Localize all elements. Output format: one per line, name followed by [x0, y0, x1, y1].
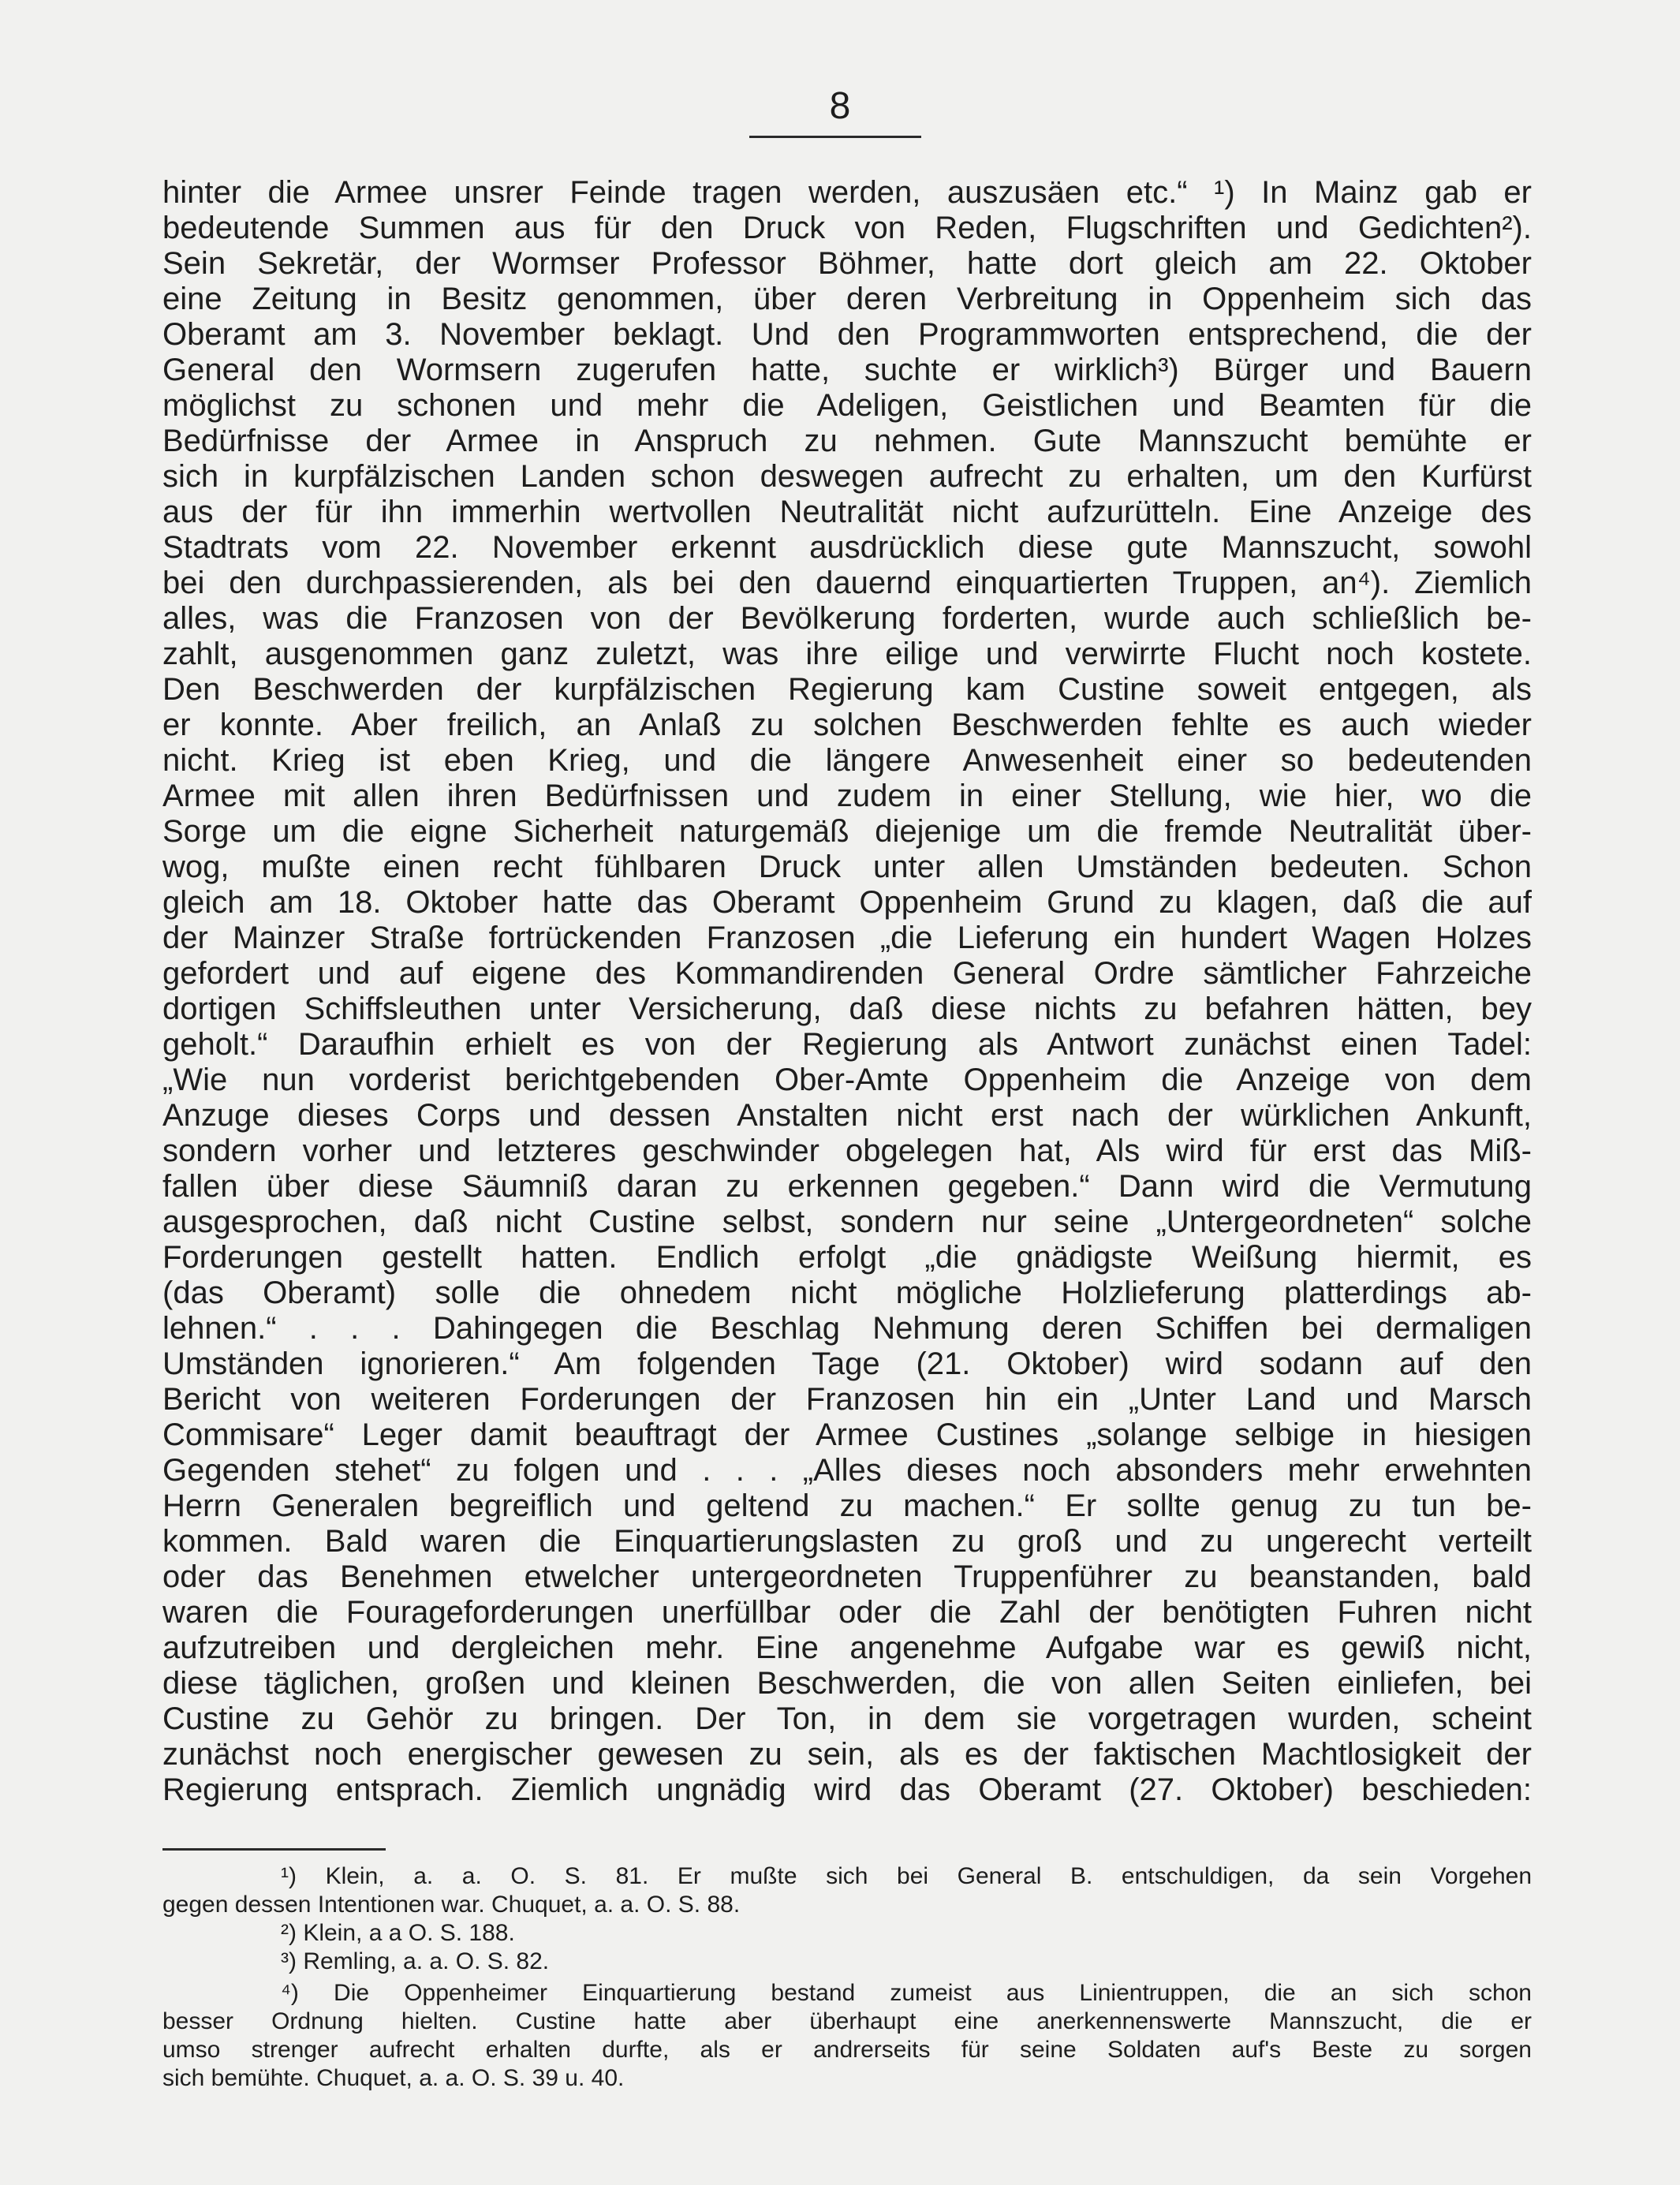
body-line: dortigen Schiffsleuthen unter Versicherung, daß diese nichts zu befahren hätten, bey — [162, 992, 1532, 1026]
body-line: Stadtrats vom 22. November erkennt ausdrücklich diese gute Mannszucht, sowohl — [162, 530, 1532, 565]
body-line: der Mainzer Straße fortrückenden Franzosen „die Lieferung ein hundert Wagen Holzes — [162, 921, 1532, 955]
body-line: Umständen ignorieren.“ Am folgenden Tage (21. Oktober) wird sodann auf den — [162, 1346, 1532, 1381]
body-line: gefordert und auf eigene des Kommandirenden General Ordre sämtlicher Fahrzeiche — [162, 956, 1532, 991]
body-line: Forderungen gestellt hatten. Endlich erfolgt „die gnädigste Weißung hiermit, es — [162, 1240, 1532, 1275]
body-line: er konnte. Aber freilich, an Anlaß zu solchen Beschwerden fehlte es auch wieder — [162, 708, 1532, 742]
body-line: sich in kurpfälzischen Landen schon deswegen aufrecht zu erhalten, um den Kurfürst — [162, 459, 1532, 494]
body-line: Sorge um die eigne Sicherheit naturgemäß diejenige um die fremde Neutralität über- — [162, 814, 1532, 849]
body-text — [162, 175, 1532, 1808]
footnote-4-line: besser Ordnung hielten. Custine hatte aber überhaupt eine anerkennenswerte Mannszucht, die er — [162, 2008, 1532, 2034]
body-line: Sein Sekretär, der Wormser Professor Böhmer, hatte dort gleich am 22. Oktober — [162, 246, 1532, 281]
body-line: kommen. Bald waren die Einquartierungslasten zu groß und zu ungerecht verteilt — [162, 1524, 1532, 1559]
body-line: alles, was die Franzosen von der Bevölkerung forderten, wurde auch schließlich be- — [162, 601, 1532, 636]
body-line: hinter die Armee unsrer Feinde tragen werden, auszusäen etc.“ ¹) In Mainz gab er — [162, 175, 1532, 210]
footnote-2: ²) Klein, a a O. S. 188. — [281, 1920, 515, 1946]
body-line: Bericht von weiteren Forderungen der Franzosen hin ein „Unter Land und Marsch — [162, 1382, 1532, 1417]
body-line: wog, mußte einen recht fühlbaren Druck unter allen Umständen bedeuten. Schon — [162, 850, 1532, 884]
body-line: zunächst noch energischer gewesen zu sein, als es der faktischen Machtlosigkeit der — [162, 1737, 1532, 1772]
footnote-1-line: ¹) Klein, a. a. O. S. 81. Er mußte sich bei General B. entschuldigen, da sein Vorgehen — [281, 1863, 1532, 1889]
body-line: möglichst zu schonen und mehr die Adeligen, Geistlichen und Beamten für die — [162, 388, 1532, 423]
footnote-4-line: sich bemühte. Chuquet, a. a. O. S. 39 u. 40. — [162, 2065, 625, 2091]
body-line: aus der für ihn immerhin wertvollen Neutralität nicht aufzurütteln. Eine Anzeige des — [162, 495, 1532, 529]
body-line: Herrn Generalen begreiflich und geltend zu machen.“ Er sollte genug zu tun be- — [162, 1488, 1532, 1523]
body-line: diese täglichen, großen und kleinen Beschwerden, die von allen Seiten einliefen, bei — [162, 1666, 1532, 1701]
footnote-4-line: umso strenger aufrecht erhalten durfte, als er andrerseits für seine Soldaten auf's Beste zu sorgen — [162, 2037, 1532, 2063]
body-line: Custine zu Gehör zu bringen. Der Ton, in dem sie vorgetragen wurden, scheint — [162, 1701, 1532, 1736]
body-line: Gegenden stehet“ zu folgen und . . . „Alles dieses noch absonders mehr erwehnten — [162, 1453, 1532, 1488]
body-line: Den Beschwerden der kurpfälzischen Regierung kam Custine soweit entgegen, als — [162, 672, 1532, 707]
page-number: 8 — [829, 85, 851, 127]
body-line: lehnen.“ . . . Dahingegen die Beschlag Nehmung deren Schiffen bei dermaligen — [162, 1311, 1532, 1346]
body-line: ausgesprochen, daß nicht Custine selbst, sondern nur seine „Untergeordneten“ solche — [162, 1205, 1532, 1239]
body-line: oder das Benehmen etwelcher untergeordneten Truppenführer zu beanstanden, bald — [162, 1559, 1532, 1594]
body-line: Bedürfnisse der Armee in Anspruch zu nehmen. Gute Mannszucht bemühte er — [162, 424, 1532, 458]
body-line: Anzuge dieses Corps und dessen Anstalten nicht erst nach der würklichen Ankunft, — [162, 1098, 1532, 1133]
body-line: sondern vorher und letzteres geschwinder obgelegen hat, Als wird für erst das Miß- — [162, 1134, 1532, 1168]
body-line: geholt.“ Daraufhin erhielt es von der Regierung als Antwort zunächst einen Tadel: — [162, 1027, 1532, 1062]
footnote-rule — [162, 1848, 386, 1851]
body-line: Oberamt am 3. November beklagt. Und den Programmworten entsprechend, die der — [162, 317, 1532, 352]
body-line: General den Wormsern zugerufen hatte, suchte er wirklich³) Bürger und Bauern — [162, 353, 1532, 387]
body-line: fallen über diese Säumniß daran zu erkennen gegeben.“ Dann wird die Vermutung — [162, 1169, 1532, 1204]
footnote-3: ³) Remling, a. a. O. S. 82. — [281, 1948, 550, 1974]
body-line: waren die Fourageforderungen unerfüllbar oder die Zahl der benötigten Fuhren nicht — [162, 1595, 1532, 1630]
body-line: Armee mit allen ihren Bedürfnissen und zudem in einer Stellung, wie hier, wo die — [162, 779, 1532, 813]
body-line: eine Zeitung in Besitz genommen, über deren Verbreitung in Oppenheim sich das — [162, 282, 1532, 316]
page-number-rule — [749, 136, 921, 138]
body-line: Commisare“ Leger damit beauftragt der Armee Custines „solange selbige in hiesigen — [162, 1417, 1532, 1452]
footnote-1-line: gegen dessen Intentionen war. Chuquet, a. a. O. S. 88. — [162, 1892, 741, 1918]
footnotes — [162, 1862, 1532, 2093]
body-line: aufzutreiben und dergleichen mehr. Eine angenehme Aufgabe war es gewiß nicht, — [162, 1630, 1532, 1665]
body-line: zahlt, ausgenommen ganz zuletzt, was ihre eilige und verwirrte Flucht noch kostete. — [162, 637, 1532, 671]
body-line: gleich am 18. Oktober hatte das Oberamt Oppenheim Grund zu klagen, daß die auf — [162, 885, 1532, 920]
body-line: Regierung entsprach. Ziemlich ungnädig wird das Oberamt (27. Oktober) beschieden: — [162, 1772, 1532, 1807]
body-line: „Wie nun vorderist berichtgebenden Ober-Amte Oppenheim die Anzeige von dem — [162, 1063, 1532, 1097]
body-line: bei den durchpassierenden, als bei den dauernd einquartierten Truppen, an⁴). Ziemlich — [162, 566, 1532, 600]
footnote-4-line: ⁴) Die Oppenheimer Einquartierung bestand zumeist aus Linientruppen, die an sich schon — [281, 1980, 1532, 2006]
body-line: (das Oberamt) solle die ohnedem nicht mögliche Holzlieferung platterdings ab- — [162, 1276, 1532, 1310]
body-line: bedeutende Summen aus für den Druck von Reden, Flugschriften und Gedichten²). — [162, 211, 1532, 245]
body-line: nicht. Krieg ist eben Krieg, und die längere Anwesenheit einer so bedeutenden — [162, 743, 1532, 778]
